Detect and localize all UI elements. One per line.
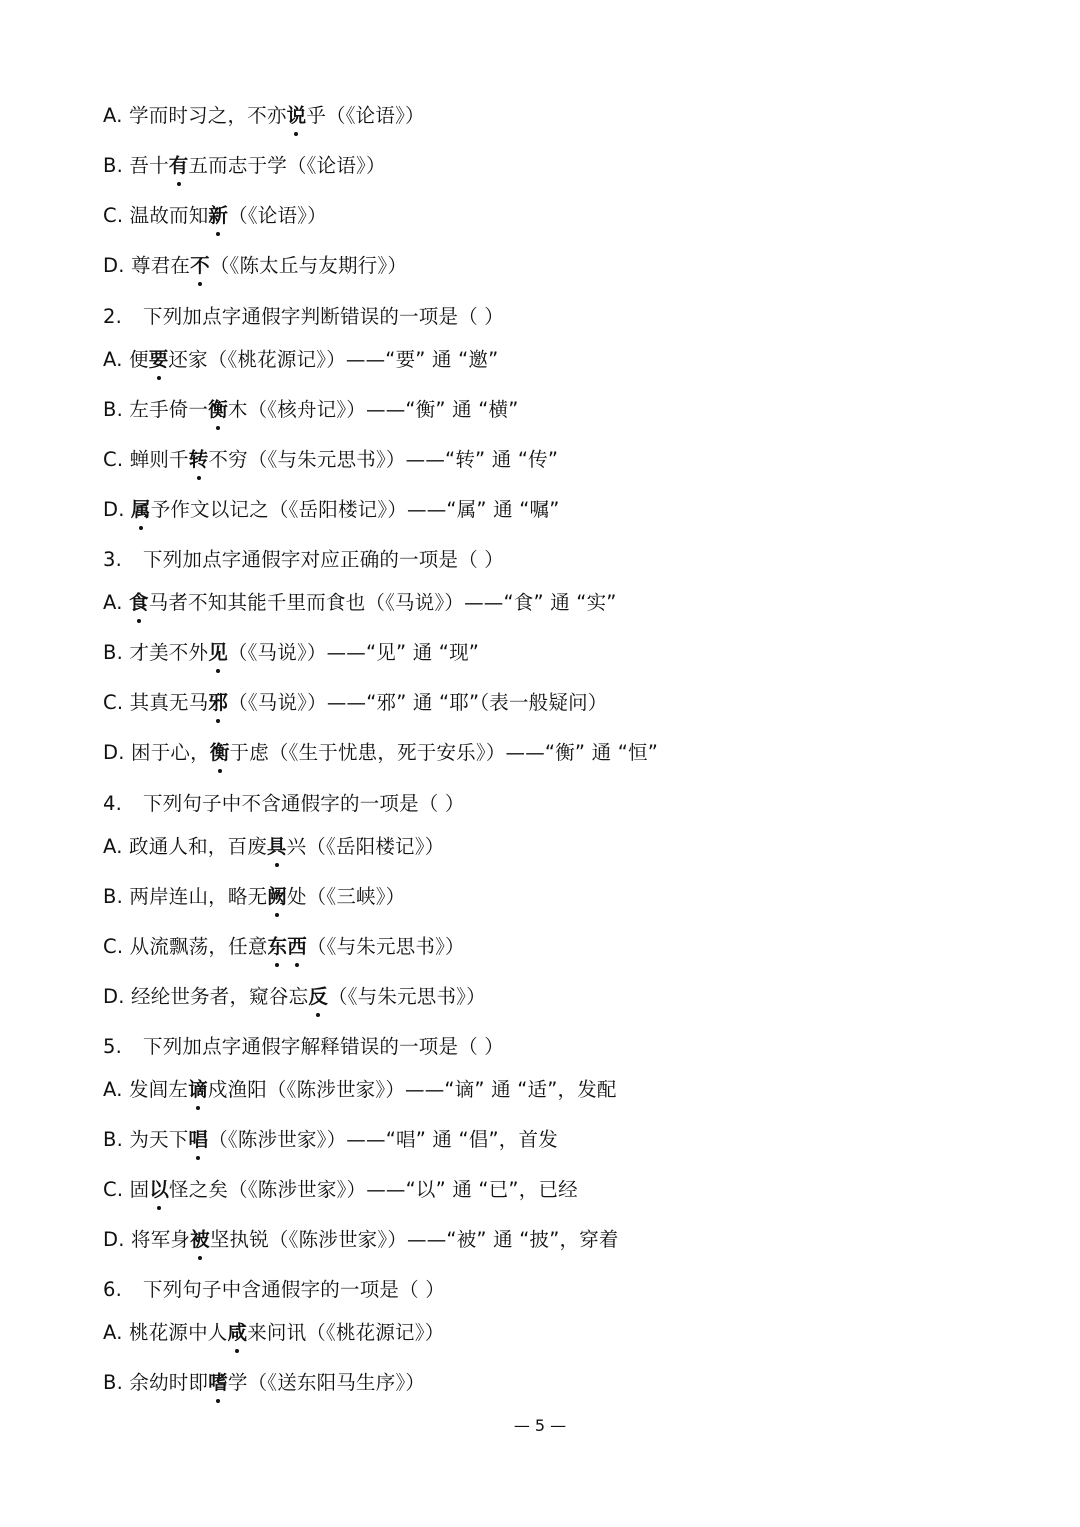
line-text: 不穷（《与朱元思书》）——“转” 通 “传” bbox=[208, 448, 559, 471]
line-text: 下列句子中不含通假字的一项是（ ） bbox=[143, 792, 465, 815]
line-text: D. 困于心， bbox=[103, 741, 210, 764]
line-text: 下列加点字通假字对应正确的一项是（ ） bbox=[143, 548, 504, 571]
dotted-character: 衡 bbox=[208, 395, 228, 425]
question-stem bbox=[103, 302, 504, 332]
line-text: D. 将军身 bbox=[103, 1228, 191, 1251]
line-text: 还家（《桃花源记》）——“要” 通 “邀” bbox=[168, 348, 499, 371]
question-stem bbox=[103, 789, 465, 819]
line-text: 于虑（《生于忧患，死于安乐》）——“衡” 通 “恒” bbox=[229, 741, 659, 764]
dotted-character: 以 bbox=[149, 1175, 169, 1205]
dotted-character: 邪 bbox=[208, 688, 228, 718]
answer-option bbox=[103, 688, 607, 718]
line-text: B. 吾十 bbox=[103, 154, 169, 177]
line-text: C. 其真无马 bbox=[103, 691, 209, 714]
answer-option bbox=[103, 1225, 619, 1255]
line-text: 予作文以记之（《岳阳楼记》）——“属” 通 “嘱” bbox=[150, 498, 560, 521]
line-text: （《陈太丘与友期行》） bbox=[209, 254, 408, 277]
answer-option bbox=[103, 1125, 558, 1155]
answer-option bbox=[103, 251, 407, 281]
dotted-character: 东 bbox=[268, 932, 288, 962]
line-text: 来问讯（《桃花源记》） bbox=[247, 1321, 445, 1344]
line-text: C. 温故而知 bbox=[103, 204, 209, 227]
line-text: D. 尊君在 bbox=[103, 254, 191, 277]
line-text: 戍渔阳（《陈涉世家》）——“谪” 通 “适”，发配 bbox=[207, 1078, 617, 1101]
line-text: C. 从流飘荡，任意 bbox=[103, 935, 268, 958]
dotted-character: 要 bbox=[149, 345, 169, 375]
line-text: （《马说》）——“邪” 通 “耶”（表一般疑问） bbox=[228, 691, 608, 714]
line-text: （《与朱元思书》） bbox=[306, 935, 465, 958]
line-text: D. bbox=[103, 498, 132, 521]
dotted-character: 不 bbox=[190, 251, 210, 281]
line-text: 学（《送东阳马生序》） bbox=[227, 1371, 426, 1394]
line-text: A. 政通人和，百废 bbox=[103, 835, 267, 858]
line-text: 兴（《岳阳楼记》） bbox=[286, 835, 445, 858]
dotted-character: 新 bbox=[208, 201, 228, 231]
answer-option bbox=[103, 1075, 617, 1105]
dotted-character: 衡 bbox=[210, 738, 230, 768]
line-text: 木（《核舟记》）——“衡” 通 “横” bbox=[227, 398, 519, 421]
dotted-character: 属 bbox=[131, 495, 151, 525]
dotted-character: 嗜 bbox=[208, 1368, 228, 1398]
line-text: B. 两岸连山，略无 bbox=[103, 885, 268, 908]
answer-option bbox=[103, 832, 444, 862]
line-text: C. 固 bbox=[103, 1178, 150, 1201]
line-text: A. 学而时习之，不亦 bbox=[103, 104, 287, 127]
line-text: A. 桃花源中人 bbox=[103, 1321, 228, 1344]
line-text: C. 蝉则千 bbox=[103, 448, 189, 471]
dotted-character: 说 bbox=[287, 101, 307, 131]
dotted-character: 被 bbox=[190, 1225, 210, 1255]
line-text: 怪之矣（《陈涉世家》）——“以” 通 “已”，已经 bbox=[169, 1178, 578, 1201]
question-stem bbox=[103, 1275, 445, 1305]
line-text: 马者不知其能千里而食也（《马说》）——“食” 通 “实” bbox=[148, 591, 617, 614]
line-text: 五而志于学（《论语》） bbox=[188, 154, 386, 177]
line-text: A. 便 bbox=[103, 348, 149, 371]
dotted-character: 阙 bbox=[267, 882, 287, 912]
answer-option bbox=[103, 638, 479, 668]
line-text: （《陈涉世家》）——“唱” 通 “倡”，首发 bbox=[208, 1128, 558, 1151]
line-text: A. 发闾左 bbox=[103, 1078, 189, 1101]
question-number: 3. bbox=[103, 548, 123, 571]
question-number: 5. bbox=[103, 1035, 123, 1058]
line-text: （《与朱元思书》） bbox=[328, 985, 486, 1008]
line-text: B. 左手倚一 bbox=[103, 398, 209, 421]
dotted-character: 唱 bbox=[188, 1125, 208, 1155]
answer-option bbox=[103, 345, 498, 375]
answer-option bbox=[103, 101, 425, 131]
answer-option bbox=[103, 201, 327, 231]
dotted-character: 咸 bbox=[228, 1318, 248, 1348]
line-text: 处（《三峡》） bbox=[286, 885, 406, 908]
line-text: （《论语》） bbox=[228, 204, 327, 227]
answer-option bbox=[103, 932, 465, 962]
dotted-character: 见 bbox=[208, 638, 228, 668]
line-text: 下列加点字通假字判断错误的一项是（ ） bbox=[143, 305, 504, 328]
answer-option bbox=[103, 495, 560, 525]
answer-option bbox=[103, 738, 658, 768]
dotted-character: 谪 bbox=[188, 1075, 208, 1105]
answer-option bbox=[103, 445, 558, 475]
question-stem bbox=[103, 545, 504, 575]
dotted-character: 具 bbox=[267, 832, 287, 862]
answer-option bbox=[103, 588, 617, 618]
answer-option bbox=[103, 882, 405, 912]
question-stem bbox=[103, 1032, 504, 1062]
dotted-character: 西 bbox=[287, 932, 307, 962]
answer-option bbox=[103, 982, 486, 1012]
answer-option bbox=[103, 1368, 425, 1398]
answer-option bbox=[103, 395, 519, 425]
answer-option bbox=[103, 1175, 578, 1205]
line-text: D. 经纶世务者，窥谷忘 bbox=[103, 985, 309, 1008]
line-text: B. 为天下 bbox=[103, 1128, 189, 1151]
line-text: 下列加点字通假字解释错误的一项是（ ） bbox=[143, 1035, 504, 1058]
line-text: B. 余幼时即 bbox=[103, 1371, 209, 1394]
page-number: — 5 — bbox=[513, 1416, 567, 1435]
line-text: 下列句子中含通假字的一项是（ ） bbox=[143, 1278, 445, 1301]
dotted-character: 转 bbox=[189, 445, 209, 475]
answer-option bbox=[103, 151, 386, 181]
line-text: A. bbox=[103, 591, 129, 614]
line-text: 乎（《论语》） bbox=[306, 104, 425, 127]
answer-option bbox=[103, 1318, 444, 1348]
question-number: 2. bbox=[103, 305, 123, 328]
question-number: 4. bbox=[103, 792, 123, 815]
dotted-character: 反 bbox=[308, 982, 328, 1012]
line-text: （《马说》）——“见” 通 “现” bbox=[227, 641, 480, 664]
line-text: 坚执锐（《陈涉世家》）——“被” 通 “披”，穿着 bbox=[209, 1228, 619, 1251]
line-text: B. 才美不外 bbox=[103, 641, 209, 664]
dotted-character: 有 bbox=[169, 151, 189, 181]
dotted-character: 食 bbox=[129, 588, 149, 618]
question-number: 6. bbox=[103, 1278, 123, 1301]
